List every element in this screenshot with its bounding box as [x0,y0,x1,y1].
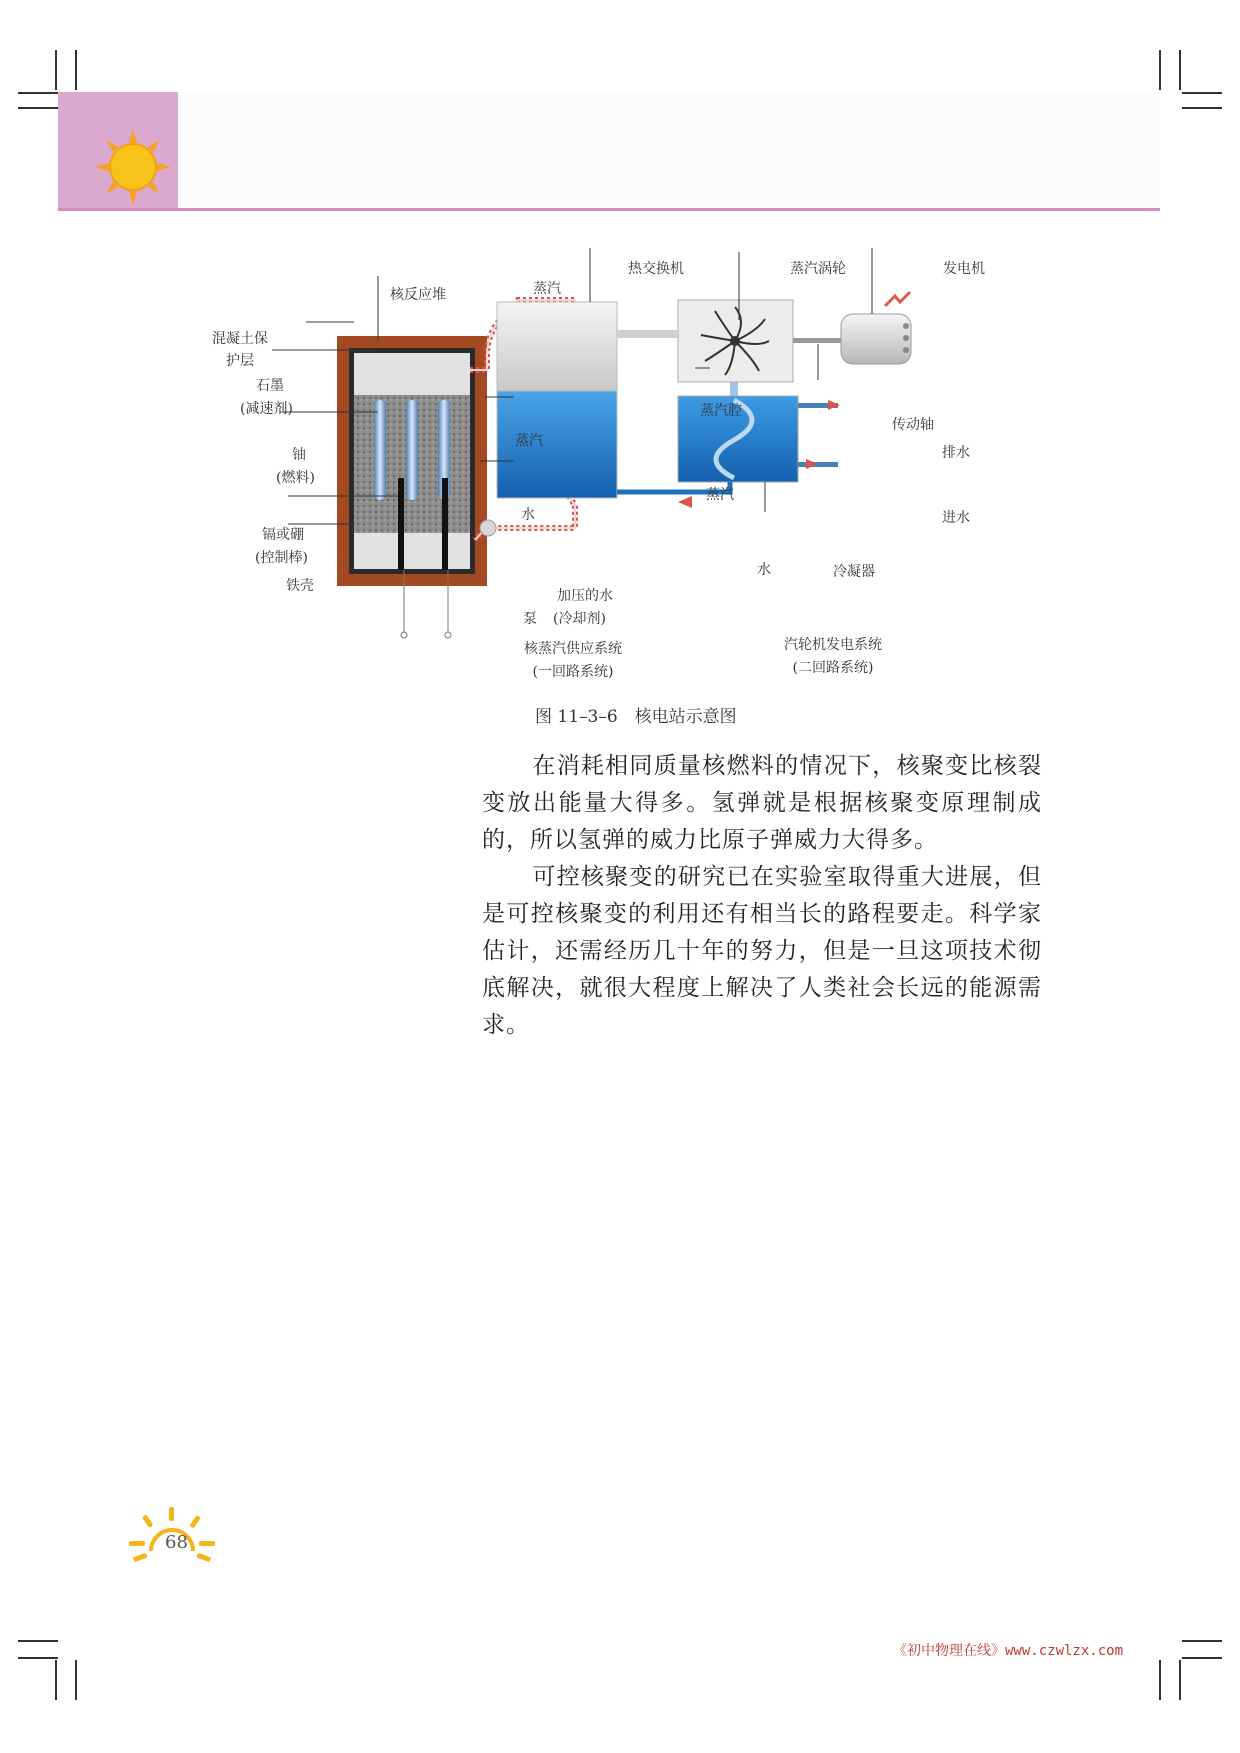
label-steam-mid: 蒸汽 [706,487,734,503]
label-concrete-shield-1: 混凝土保 [212,331,268,347]
label-concrete-shield-2: 护层 [226,353,254,369]
label-pressurized-1: 加压的水 [557,588,613,604]
label-inlet: 进水 [942,510,970,526]
uranium-rod [374,400,386,500]
label-water-bottom: 水 [757,562,771,578]
reactor-bottom-space [354,533,470,569]
crop-mark [1159,1660,1161,1700]
crop-mark [18,107,58,109]
label-condenser: 冷凝器 [833,564,875,580]
label-steam-top: 蒸汽 [533,281,561,297]
label-secondary-system-2: (二回路系统) [792,660,874,676]
label-drain: 排水 [942,445,970,461]
page-number: 68 [165,1532,188,1553]
generator [841,314,911,364]
body-paragraph-1-text: 在消耗相同质量核燃料的情况下，核聚变比核裂变放出能量大得多。氢弹就是根据核聚变原理制成的，所以氢弹的威力比原子弹威力大得多。 [482,753,1042,853]
label-steam-left: 蒸汽 [515,433,543,449]
crop-mark [18,1657,58,1659]
nuclear-plant-diagram [200,240,1050,660]
label-cadmium-2: (控制棒) [255,550,308,566]
header-band [58,92,1160,210]
label-pump: 泵 [523,611,537,627]
pump [480,520,496,536]
crop-mark [1182,1640,1222,1642]
uranium-rod [406,400,418,500]
crop-mark [18,1640,58,1642]
crop-mark [1182,92,1222,94]
label-secondary-system-1: 汽轮机发电系统 [784,637,882,653]
label-graphite-1: 石墨 [256,378,284,394]
label-graphite-2: (减速剂) [240,401,293,417]
label-primary-system-2: (一回路系统) [532,664,614,680]
label-steam-chamber: 蒸汽腔 [700,403,742,419]
label-cadmium-1: 镉或硼 [262,527,304,543]
label-uranium-2: (燃料) [276,470,315,486]
figure-caption: 图 11–3–6 核电站示意图 [535,707,737,727]
label-iron-shell: 铁壳 [286,578,314,594]
heat-exchanger-tank [497,302,617,498]
header-rule [58,208,1160,211]
crop-mark [18,92,58,94]
control-rod [442,478,448,570]
label-steam-turbine: 蒸汽涡轮 [790,261,846,277]
label-pressurized-2: (冷却剂) [553,611,606,627]
crop-mark [1179,1660,1181,1700]
sun-icon [93,127,173,207]
label-primary-system-1: 核蒸汽供应系统 [524,641,622,657]
body-paragraph-2-text: 可控核聚变的研究已在实验室取得重大进展，但是可控核聚变的利用还有相当长的路程要走。科学家估计，还需经历几十年的努力，但是一旦这项技术彻底解决，就很大程度上解决了人类社会长远的能源需求。 [482,864,1042,1038]
body-paragraph-2 [482,859,1042,1044]
watermark: 《初中物理在线》www.czwlzx.com [893,1643,1124,1659]
crop-mark [75,1660,77,1700]
label-drive-shaft: 传动轴 [892,417,934,433]
label-water-left: 水 [521,507,535,523]
crop-mark [1179,50,1181,90]
label-heat-exchanger: 热交换机 [628,261,684,277]
label-reactor: 核反应堆 [390,287,446,303]
crop-mark [55,50,57,90]
drive-shaft [793,338,841,343]
control-rod [398,478,404,570]
crop-mark [1182,107,1222,109]
crop-mark [1159,50,1161,90]
label-uranium-1: 铀 [292,447,306,463]
crop-mark [75,50,77,90]
body-paragraph-1 [482,748,1042,859]
label-generator: 发电机 [943,261,985,277]
crop-mark [1182,1657,1222,1659]
crop-mark [55,1660,57,1700]
reactor-top-space [354,353,470,395]
